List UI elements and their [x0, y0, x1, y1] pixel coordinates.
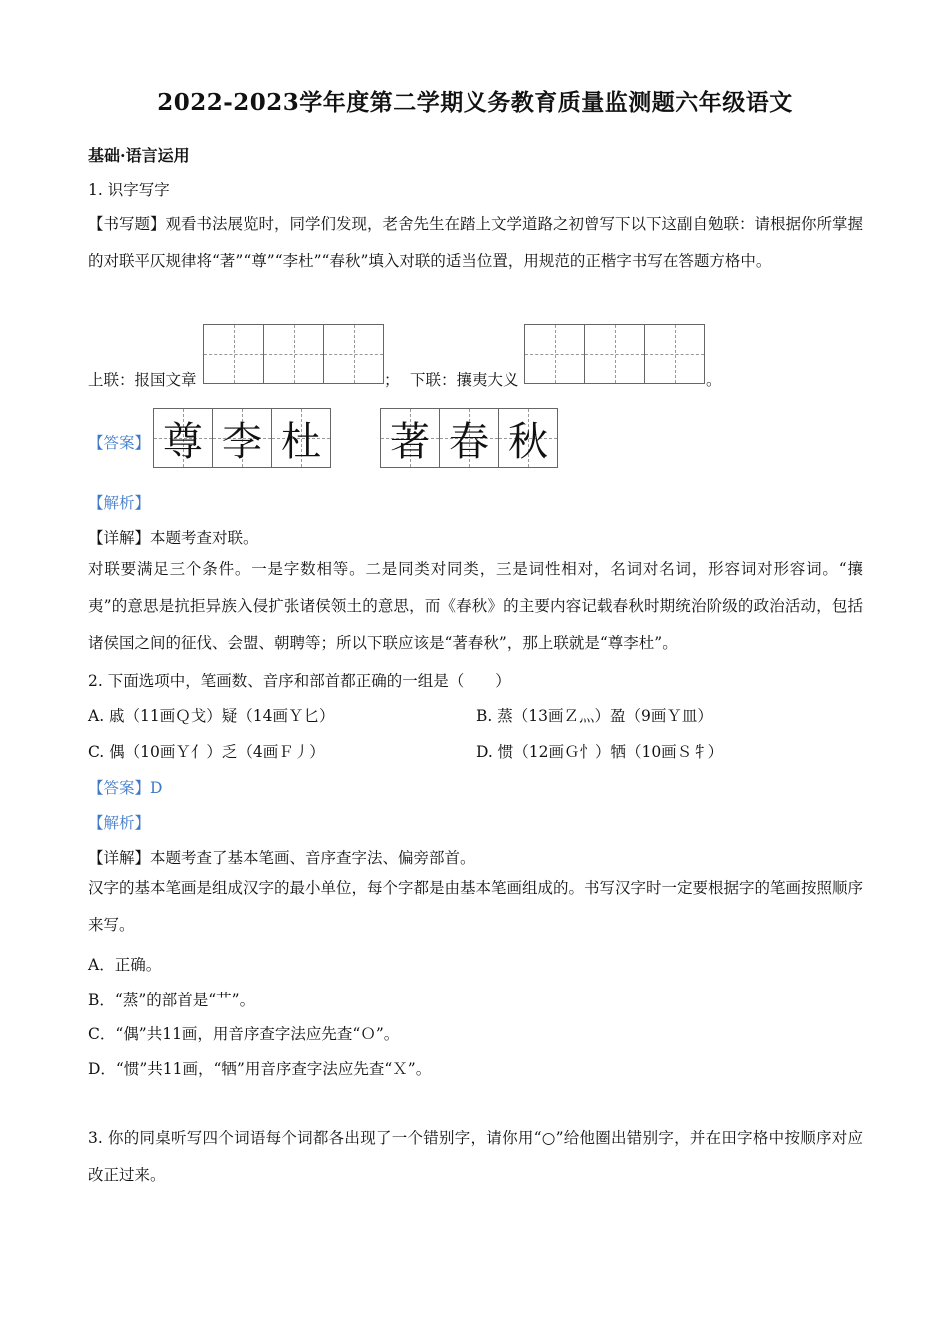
q2-option-b: B. 蒸（13画Ｚ灬）盈（9画Ｙ皿）	[476, 707, 713, 725]
grid-cell[interactable]	[264, 325, 324, 383]
q2-question: 2. 下面选项中，笔画数、音序和部首都正确的一组是（ ）	[88, 672, 511, 690]
section-heading: 基础·语言运用	[88, 146, 190, 165]
semicolon: ；	[384, 371, 400, 389]
q1-analysis-label: 【解析】	[88, 494, 151, 512]
answer-cell	[213, 409, 272, 467]
q2-note-a: A．正确。	[88, 956, 162, 974]
grid-cell[interactable]	[645, 325, 704, 383]
answer-cell	[499, 409, 557, 467]
grid-cell[interactable]	[525, 325, 585, 383]
answer-char: 尊	[163, 418, 203, 465]
grid-cell[interactable]	[585, 325, 645, 383]
grid-cell[interactable]	[204, 325, 264, 383]
q2-detail-line: 【详解】本题考查了基本笔画、音序查字法、偏旁部首。	[88, 849, 476, 867]
q1-detail-para: 对联要满足三个条件。一是字数相等。二是同类对同类，三是词性相对，名词对名词，形容词对形容词。“攘夷”的意思是抗拒异族入侵扩张诸侯领土的意思，而《春秋》的主要内容记载春秋时期统治阶级的政治活动，包括诸侯国之间的征伐、会盟、朝聘等；所以下联应该是“著春秋”，那上联就是“尊李杜”。	[88, 560, 863, 652]
q1-intro: 【书写题】观看书法展览时，同学们发现，老舍先生在踏上文学道路之初曾写下以下这副自勉联：请根据你所掌握的对联平仄规律将“著”“尊”“李杜”“春秋”填入对联的适当位置，用规范的正楷字书写在答题方格中。	[88, 215, 864, 270]
document-title: 2022-2023学年度第二学期义务教育质量监测题六年级语文	[157, 89, 793, 116]
answer-label: 【答案】	[88, 434, 151, 452]
answer-cell	[272, 409, 330, 467]
q3-question: 3. 你的同桌听写四个词语每个词都各出现了一个错别字，请你用“○”给他圈出错别字，并在田字格中按顺序对应改正过来。	[88, 1129, 863, 1184]
q1-detail-line: 【详解】本题考查对联。	[88, 529, 259, 547]
answer-char: 杜	[281, 418, 321, 465]
q2-option-c: C. 偶（10画Ｙ亻）乏（4画Ｆ丿）	[88, 743, 325, 761]
answer-lower-grid	[380, 408, 558, 468]
grid-cell[interactable]	[324, 325, 383, 383]
q2-detail-para: 汉字的基本笔画是组成汉字的最小单位，每个字都是由基本笔画组成的。书写汉字时一定要根据字的笔画按照顺序来写。	[88, 879, 864, 934]
answer-cell	[381, 409, 440, 467]
q2-analysis-label: 【解析】	[88, 814, 151, 832]
q1-heading: 1. 识字写字	[88, 181, 170, 199]
answer-char: 李	[222, 418, 262, 465]
answer-cell	[154, 409, 213, 467]
lower-couplet-label: 下联：攘夷大义	[410, 371, 519, 389]
answer-char: 著	[390, 418, 430, 465]
answer-upper-grid	[153, 408, 331, 468]
lower-answer-grid[interactable]	[524, 324, 705, 384]
answer-cell	[440, 409, 499, 467]
q2-answer: 【答案】D	[88, 779, 163, 797]
answer-char: 秋	[508, 418, 548, 465]
upper-answer-grid[interactable]	[203, 324, 384, 384]
period: 。	[706, 371, 722, 389]
q2-option-a: A. 戚（11画Ｑ戈）疑（14画Ｙ匕）	[88, 707, 335, 725]
answer-char: 春	[449, 418, 489, 465]
upper-couplet-label: 上联：报国文章	[88, 371, 197, 389]
q2-note-c: C．“偶”共11画，用音序查字法应先查“Ｏ”。	[88, 1025, 400, 1043]
q2-note-d: D．“惯”共11画，“牺”用音序查字法应先查“Ｘ”。	[88, 1060, 432, 1078]
q2-note-b: B．“蒸”的部首是“艹”。	[88, 991, 256, 1009]
q2-option-d: D. 惯（12画Ｇ忄）牺（10画Ｓ牜）	[476, 743, 724, 761]
